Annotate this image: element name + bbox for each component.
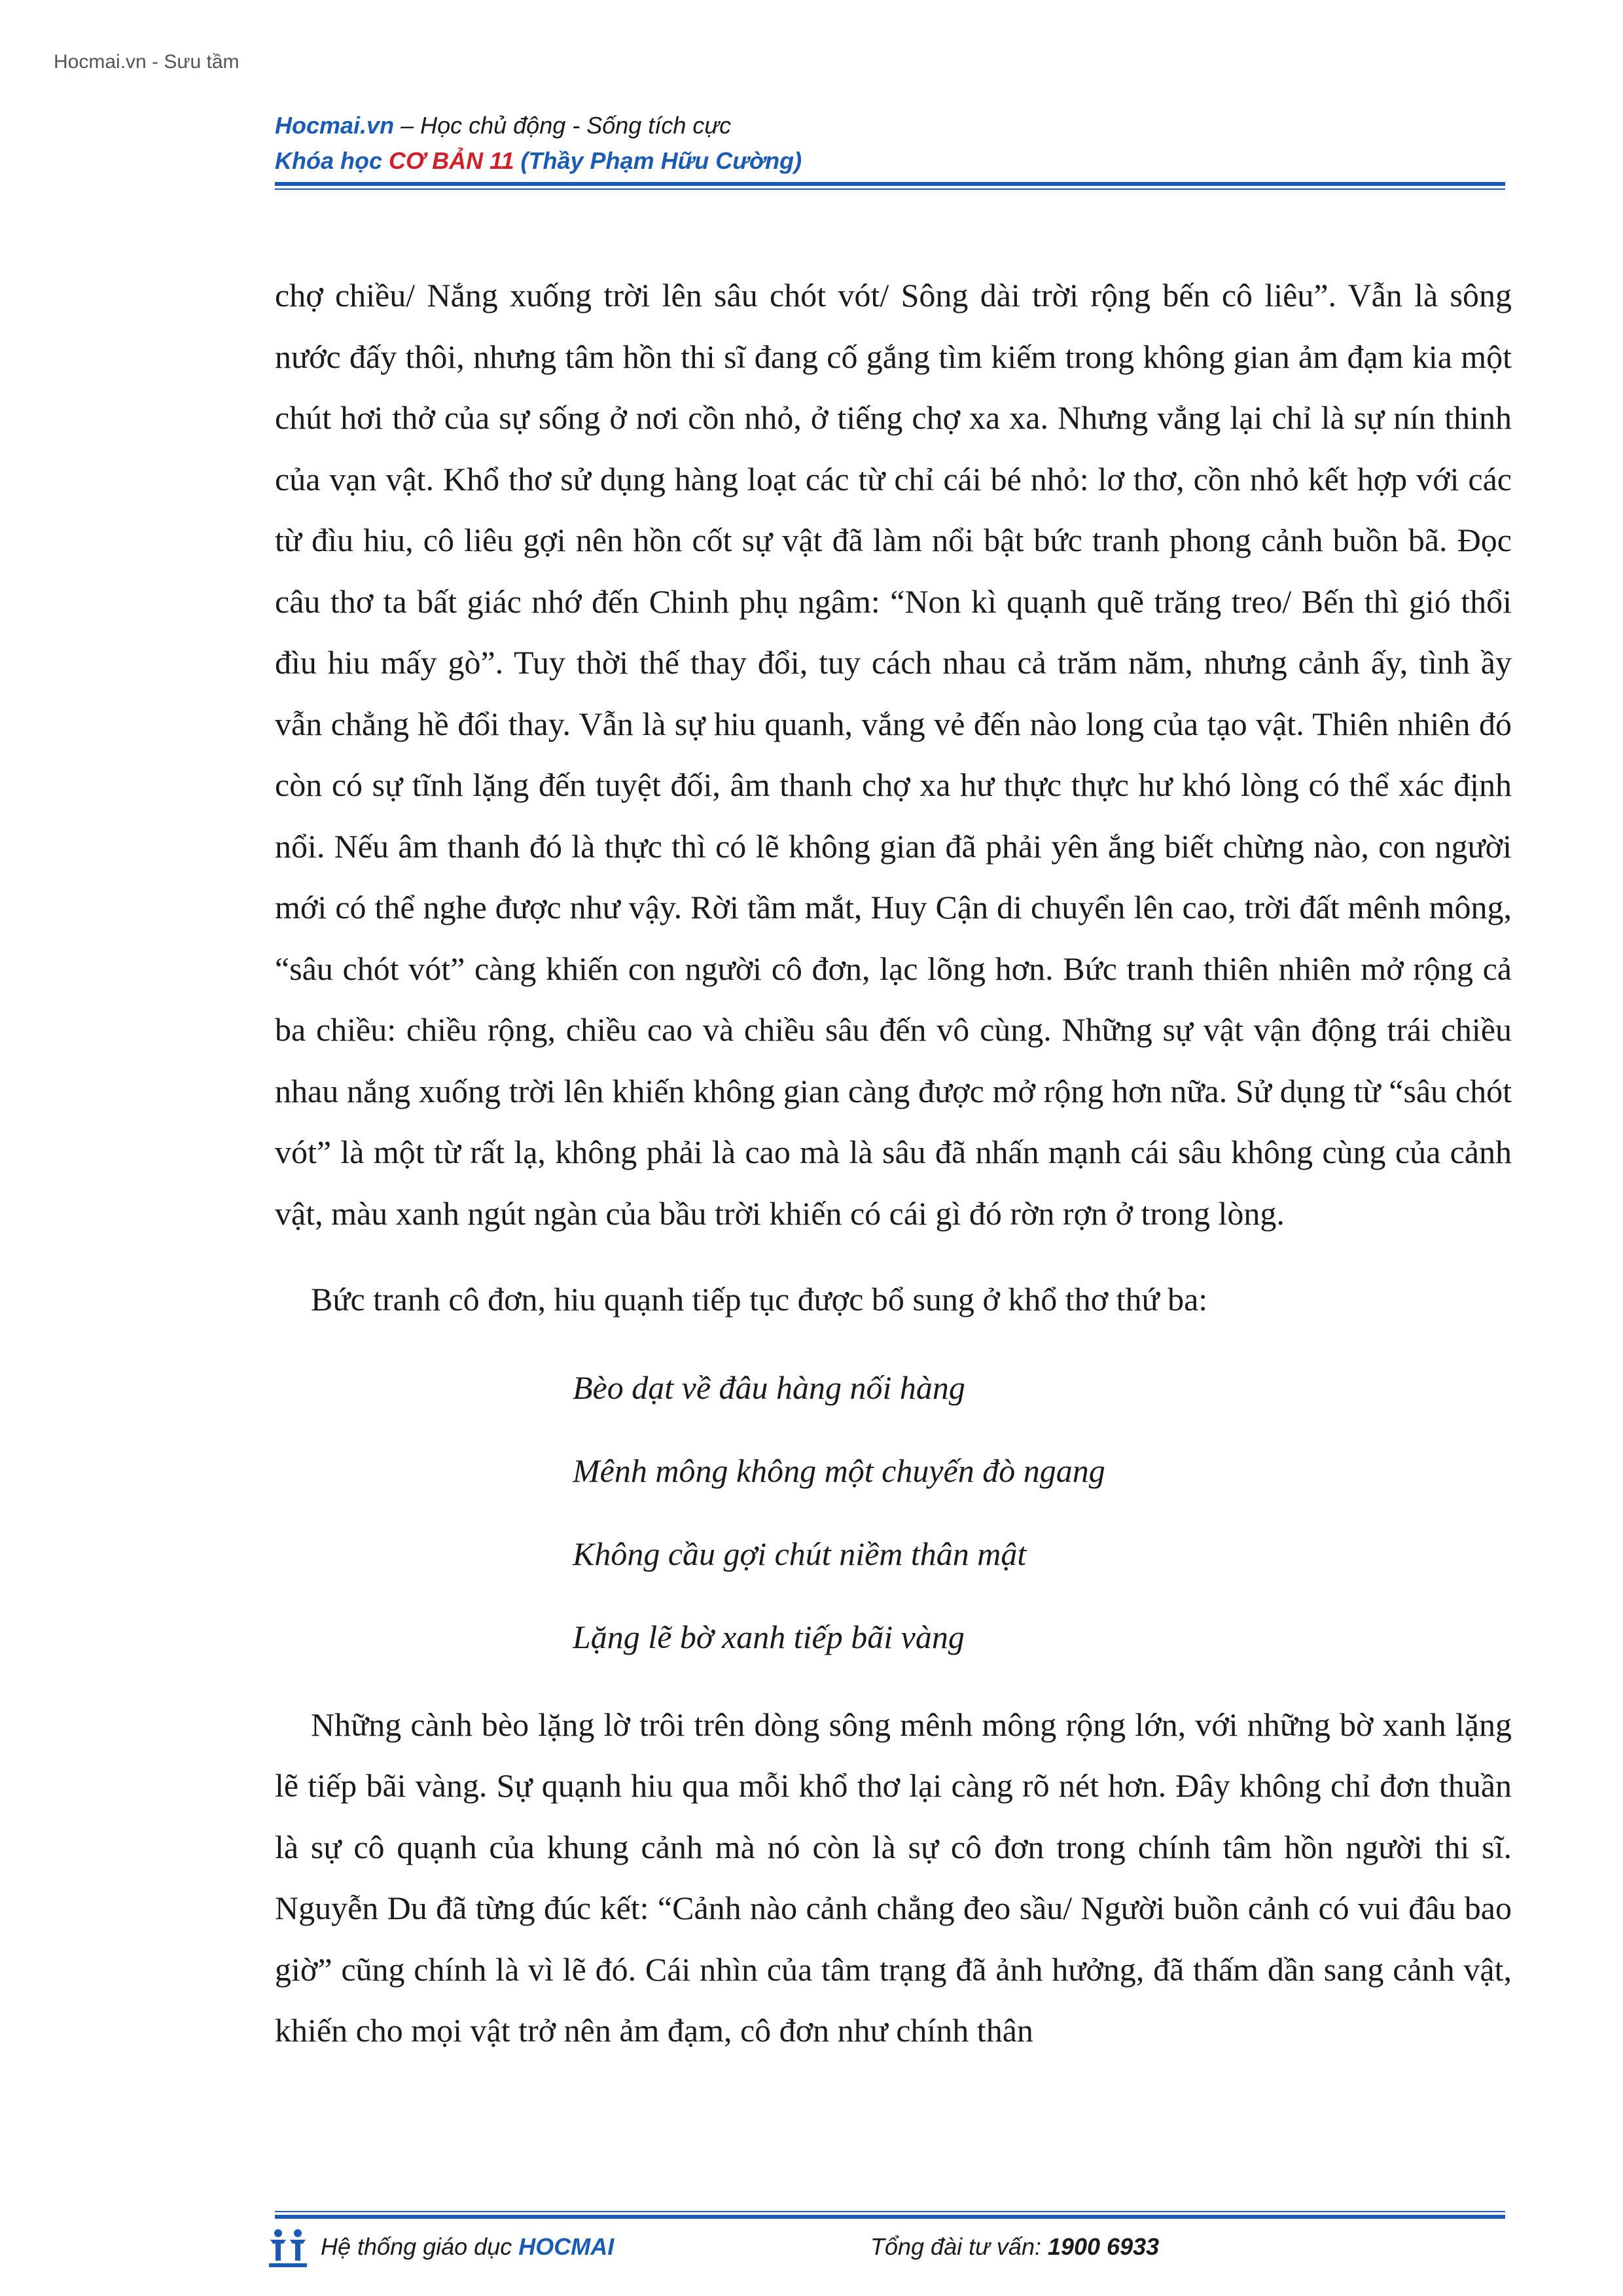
- footer-hotline-number[interactable]: 1900 6933: [1047, 2233, 1160, 2260]
- poem-line: Mênh mông không một chuyến đò ngang: [573, 1452, 1105, 1489]
- paragraph: Bức tranh cô đơn, hiu quạnh tiếp tục được bổ sung ở khổ thơ thứ ba:: [311, 1281, 1208, 1318]
- header-rule-thin: [275, 188, 1505, 190]
- main-content: [275, 265, 1512, 2062]
- watermark: Hocmai.vn - Sưu tầm: [54, 51, 240, 73]
- poem-line: Bèo dạt về đâu hàng nối hàng: [573, 1369, 965, 1406]
- poem-line: Không cầu gợi chút niềm thân mật: [573, 1535, 1027, 1572]
- course-name: CƠ BẢN 11: [389, 147, 514, 174]
- footer-org-prefix: Hệ thống giáo dục: [321, 2233, 519, 2260]
- poem-line: Lặng lẽ bờ xanh tiếp bãi vàng: [573, 1618, 965, 1655]
- paragraph: chợ chiều/ Nắng xuống trời lên sâu chót vót/ Sông dài trời rộng bến cô liêu”. Vẫn là sông nước đấy thôi, nhưng tâm hồn thi sĩ đang cố gắng tìm kiếm trong không gian ảm đạm kia một chút hơi thở của sự sống ở nơi cồn nhỏ, ở tiếng chợ xa xa. Nhưng vẳng lại chỉ là sự nín thinh của vạn vật. Khổ thơ sử dụng hàng loạt các từ chỉ cái bé nhỏ: lơ thơ, cồn nhỏ kết hợp với các từ đìu hiu, cô liêu gợi nên hồn cốt sự vật đã làm nổi bật bức tranh phong cảnh buồn bã. Đọc câu thơ ta bất giác nhớ đến Chinh phụ ngâm: “Non kì quạnh quẽ trăng treo/ Bến thì gió thổi đìu hiu mấy gò”. Tuy thời thế thay đổi, tuy cách nhau cả trăm năm, nhưng cảnh ấy, tình ầy vẫn chẳng hề đổi thay. Vẫn là sự hiu quanh, vắng vẻ đến nào long của tạo vật. Thiên nhiên đó còn có sự tĩnh lặng đến tuyệt đối, âm thanh chợ xa hư thực thực hư khó lòng có thể xác định nổi. Nếu âm thanh đó là thực thì có lẽ không gian đã phải yên ắng biết chừng nào, con người mới có thể nghe được như vậy. Rời tầm mắt, Huy Cận di chuyển lên cao, trời đất mênh mông, “sâu chót vót” càng khiến con người cô đơn, lạc lõng hơn. Bức tranh thiên nhiên mở rộng cả ba chiều: chiều rộng, chiều cao và chiều sâu đến vô cùng. Những sự vật vận động trái chiều nhau nắng xuống trời lên khiến không gian càng được mở rộng hơn nữa. Sử dụng từ “sâu chót vót” là một từ rất lạ, không phải là cao mà là sâu đã nhấn mạnh cái sâu không cùng của cảnh vật, màu xanh ngút ngàn của bầu trời khiến có cái gì đó rờn rợn ở trong lòng.: [275, 277, 1512, 1232]
- footer-hotline-label: Tổng đài tư vấn:: [870, 2233, 1048, 2260]
- footer-organization: [321, 2233, 614, 2261]
- header-rule-thick: [275, 182, 1505, 186]
- site-name[interactable]: Hocmai.vn: [275, 112, 395, 139]
- course-teacher: (Thầy Phạm Hữu Cường): [514, 147, 802, 174]
- site-tagline: – Học chủ động - Sống tích cực: [394, 112, 732, 139]
- page-header: [275, 108, 802, 179]
- hocmai-logo-icon: [265, 2224, 311, 2270]
- footer-org-name[interactable]: HOCMAI: [518, 2233, 615, 2260]
- header-line-site: [275, 108, 802, 143]
- footer-rule-thick: [275, 2215, 1505, 2219]
- paragraph: Những cành bèo lặng lờ trôi trên dòng sông mênh mông rộng lớn, với những bờ xanh lặng lẽ tiếp bãi vàng. Sự quạnh hiu qua mỗi khổ thơ lại càng rõ nét hơn. Đây không chỉ đơn thuần là sự cô quạnh của khung cảnh mà nó còn là sự cô đơn trong chính tâm hồn người thi sĩ. Nguyễn Du đã từng đúc kết: “Cảnh nào cảnh chẳng đeo sầu/ Người buồn cảnh có vui đâu bao giờ” cũng chính là vì lẽ đó. Cái nhìn của tâm trạng đã ảnh hưởng, đã thấm dần sang cảnh vật, khiến cho mọi vật trở nên ảm đạm, cô đơn như chính thân: [275, 1706, 1512, 2049]
- footer-rule-thin: [275, 2211, 1505, 2212]
- header-line-course: [275, 143, 802, 179]
- course-prefix: Khóa học: [275, 147, 389, 174]
- poem-stanza: [573, 1346, 1512, 1679]
- footer-hotline: [870, 2233, 1159, 2261]
